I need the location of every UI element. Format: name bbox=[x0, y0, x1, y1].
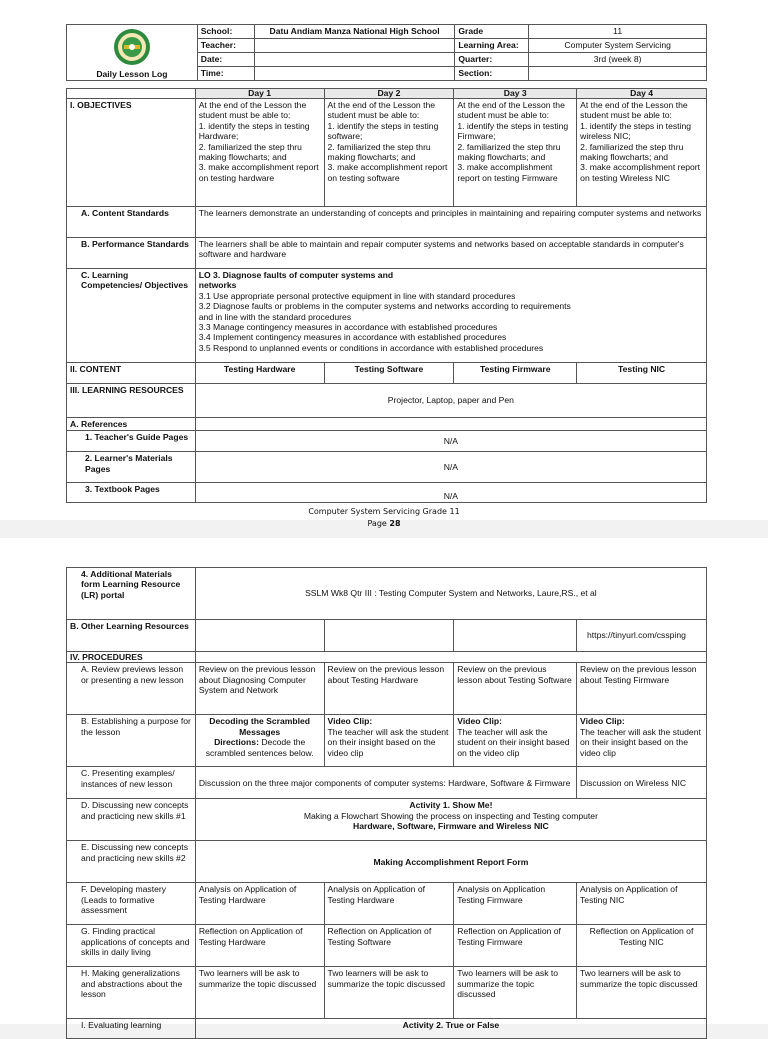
logo-cell bbox=[67, 25, 198, 81]
grade-value: 11 bbox=[529, 25, 707, 39]
textbook-value: N/A bbox=[195, 483, 706, 503]
generalizations-cell: Two learners will be ask to summarize the topic discussed bbox=[195, 967, 324, 1019]
time-value bbox=[254, 67, 455, 81]
evaluating-label: I. Evaluating learning bbox=[67, 1019, 196, 1039]
log-title: Daily Lesson Log bbox=[96, 69, 168, 79]
mastery-cell: Analysis on Application of Testing Hardware bbox=[195, 883, 324, 925]
content-standards-text: The learners demonstrate an understanding of concepts and principles in maintaining and repairing computer systems and networks bbox=[195, 207, 706, 238]
content-standards-label: A. Content Standards bbox=[67, 207, 196, 238]
mastery-cell: Analysis on Application Testing Firmware bbox=[454, 883, 577, 925]
quarter-value: 3rd (week 8) bbox=[529, 53, 707, 67]
teacher-label: Teacher: bbox=[197, 39, 254, 53]
purpose-directions-text: Decode the scrambled sentences below. bbox=[205, 737, 314, 758]
video-clip-title: Video Clip: bbox=[457, 716, 502, 727]
footer-title: Computer System Servicing Grade 11 bbox=[308, 507, 460, 516]
video-clip-text: The teacher will ask the student on their insight based on the video clip bbox=[327, 726, 449, 758]
practical-label: G. Finding practical applications of concepts and skills in daily living bbox=[67, 925, 196, 967]
review-label: A. Review previews lesson or presenting a new lesson bbox=[67, 663, 196, 715]
competencies-label: C. Learning Competencies/ Objectives bbox=[67, 269, 196, 363]
school-value: Datu Andiam Manza National High School bbox=[254, 25, 455, 39]
examples-day4: Discussion on Wireless NIC bbox=[577, 767, 707, 799]
day-header: Day 2 bbox=[324, 89, 454, 99]
learning-resources-label: III. LEARNING RESOURCES bbox=[67, 384, 196, 418]
learners-materials-label: 2. Learner's Materials Pages bbox=[67, 452, 196, 483]
review-cell: Review on the previous lesson about Testing Firmware bbox=[577, 663, 707, 715]
video-clip-title: Video Clip: bbox=[327, 716, 373, 727]
skills2-text: Making Accomplishment Report Form bbox=[195, 841, 706, 883]
performance-standards-label: B. Performance Standards bbox=[67, 238, 196, 269]
generalizations-cell: Two learners will be ask to summarize the topic discussed bbox=[324, 967, 454, 1019]
objectives-label: I. OBJECTIVES bbox=[67, 99, 196, 207]
footer-page-number: 28 bbox=[389, 519, 401, 528]
review-cell: Review on the previous lesson about Testing Hardware bbox=[324, 663, 454, 715]
objective-cell: At the end of the Lesson the student must be able to: 1. identify the steps in testing software; 2. familiarized the step thru making flowcharts; and 3. make accomplishment report on testing software bbox=[324, 99, 454, 207]
grade-label: Grade bbox=[455, 25, 529, 39]
purpose-label: B. Establishing a purpose for the lesson bbox=[67, 715, 196, 767]
skills1-line2: Making a Flowchart Showing the process on inspecting and Testing computer bbox=[303, 810, 598, 821]
content-cell: Testing Hardware bbox=[195, 363, 324, 384]
objective-cell: At the end of the Lesson the student must be able to: 1. identify the steps in testing wireless NIC; 2. familiarized the step thru making flowcharts; and 3. make accomplishment report on testing Wireless NIC bbox=[577, 99, 707, 207]
video-clip-title: Video Clip: bbox=[580, 716, 625, 727]
school-label: School: bbox=[197, 25, 254, 39]
procedures-label: IV. PROCEDURES bbox=[67, 652, 196, 663]
other-resources-link[interactable]: https://tinyurl.com/cssping bbox=[577, 620, 707, 652]
footer-page-prefix: Page bbox=[367, 519, 390, 528]
objective-cell: At the end of the Lesson the student must be able to: 1. identify the steps in testing Firmware; 2. familiarized the step thru making flowcharts; and 3. make accomplishment report on testing Firmware bbox=[454, 99, 577, 207]
content-cell: Testing NIC bbox=[577, 363, 707, 384]
mastery-label: F. Developing mastery (Leads to formative assessment bbox=[67, 883, 196, 925]
practical-cell: Reflection on Application of Testing NIC bbox=[577, 925, 707, 967]
additional-materials-label: 4. Additional Materials form Learning Resource (LR) portal bbox=[67, 568, 196, 620]
purpose-directions-label: Directions: bbox=[214, 737, 259, 748]
date-label: Date: bbox=[197, 53, 254, 67]
teachers-guide-value: N/A bbox=[195, 431, 706, 452]
header-table bbox=[66, 24, 707, 81]
learners-materials-value: N/A bbox=[195, 452, 706, 483]
content-cell: Testing Firmware bbox=[454, 363, 577, 384]
quarter-label: Quarter: bbox=[455, 53, 529, 67]
area-label: Learning Area: bbox=[455, 39, 529, 53]
video-clip-text: The teacher will ask the student on their insight based on the video clip bbox=[580, 726, 701, 758]
day-header: Day 4 bbox=[577, 89, 707, 99]
skills2-label: E. Discussing new concepts and practicing new skills #2 bbox=[67, 841, 196, 883]
skills1-label: D. Discussing new concepts and practicing new skills #1 bbox=[67, 799, 196, 841]
review-cell: Review on the previous lesson about Diagnosing Computer System and Network bbox=[195, 663, 324, 715]
mastery-cell: Analysis on Application of Testing Hardware bbox=[324, 883, 454, 925]
skills1-line3: Hardware, Software, Firmware and Wireless NIC bbox=[353, 821, 549, 832]
video-clip-text: The teacher will ask the student on their insight based on the video clip bbox=[457, 726, 570, 758]
section-label: Section: bbox=[455, 67, 529, 81]
competencies-items: 3.1 Use appropriate personal protective equipment in line with standard procedures 3.2 Diagnose faults or problems in the computer systems and networks according to requirements and in line with the standard procedures 3.3 Manage contingency measures in accordance with established procedures 3.4 Implement contingency measures in accordance with established procedures 3.5 Respond to unplanned events or conditions in accordance with established procedures bbox=[198, 290, 571, 353]
section-value bbox=[529, 67, 707, 81]
teacher-value bbox=[254, 39, 455, 53]
other-resources-label: B. Other Learning Resources bbox=[67, 620, 196, 652]
other-resources-cell bbox=[324, 620, 454, 652]
review-cell: Review on the previous lesson about Testing Software bbox=[454, 663, 577, 715]
content-label: II. CONTENT bbox=[67, 363, 196, 384]
other-resources-cell bbox=[195, 620, 324, 652]
page-footer bbox=[0, 506, 768, 530]
objective-cell: At the end of the Lesson the student must be able to: 1. identify the steps in testing Hardware; 2. familiarized the step thru making flowcharts; and 3. make accomplishment report on testing hardware bbox=[195, 99, 324, 207]
generalizations-label: H. Making generalizations and abstractions about the lesson bbox=[67, 967, 196, 1019]
time-label: Time: bbox=[197, 67, 254, 81]
day-header: Day 3 bbox=[454, 89, 577, 99]
practical-cell: Reflection on Application of Testing Software bbox=[324, 925, 454, 967]
procedures-table bbox=[66, 567, 707, 1039]
content-cell: Testing Software bbox=[324, 363, 454, 384]
lesson-table bbox=[66, 88, 707, 503]
references-label: A. References bbox=[67, 418, 196, 431]
purpose-day1-title: Decoding the Scrambled Messages bbox=[209, 716, 311, 737]
examples-text: Discussion on the three major components of computer systems: Hardware, Software & Firmware bbox=[195, 767, 576, 799]
examples-label: C. Presenting examples/ instances of new lesson bbox=[67, 767, 196, 799]
additional-materials-text: SSLM Wk8 Qtr III : Testing Computer System and Networks, Laure,RS., et al bbox=[195, 568, 706, 620]
skills1-title: Activity 1. Show Me! bbox=[409, 800, 493, 811]
textbook-label: 3. Textbook Pages bbox=[67, 483, 196, 503]
practical-cell: Reflection on Application of Testing Firmware bbox=[454, 925, 577, 967]
other-resources-cell bbox=[454, 620, 577, 652]
day-header: Day 1 bbox=[195, 89, 324, 99]
evaluating-text: Activity 2. True or False bbox=[195, 1019, 706, 1039]
mastery-cell: Analysis on Application of Testing NIC bbox=[577, 883, 707, 925]
performance-standards-text: The learners shall be able to maintain and repair computer systems and networks based on acceptable standards in computer's software and hardware bbox=[195, 238, 706, 269]
date-value bbox=[254, 53, 455, 67]
learning-resources-text: Projector, Laptop, paper and Pen bbox=[195, 384, 706, 418]
teachers-guide-label: 1. Teacher's Guide Pages bbox=[67, 431, 196, 452]
practical-cell: Reflection on Application of Testing Hardware bbox=[195, 925, 324, 967]
generalizations-cell: Two learners will be ask to summarize the topic discussed bbox=[454, 967, 577, 1019]
area-value: Computer System Servicing bbox=[529, 39, 707, 53]
deped-seal-icon bbox=[113, 28, 151, 66]
generalizations-cell: Two learners will be ask to summarize the topic discussed bbox=[577, 967, 707, 1019]
competencies-title: LO 3. Diagnose faults of computer systems and networks bbox=[198, 270, 394, 291]
